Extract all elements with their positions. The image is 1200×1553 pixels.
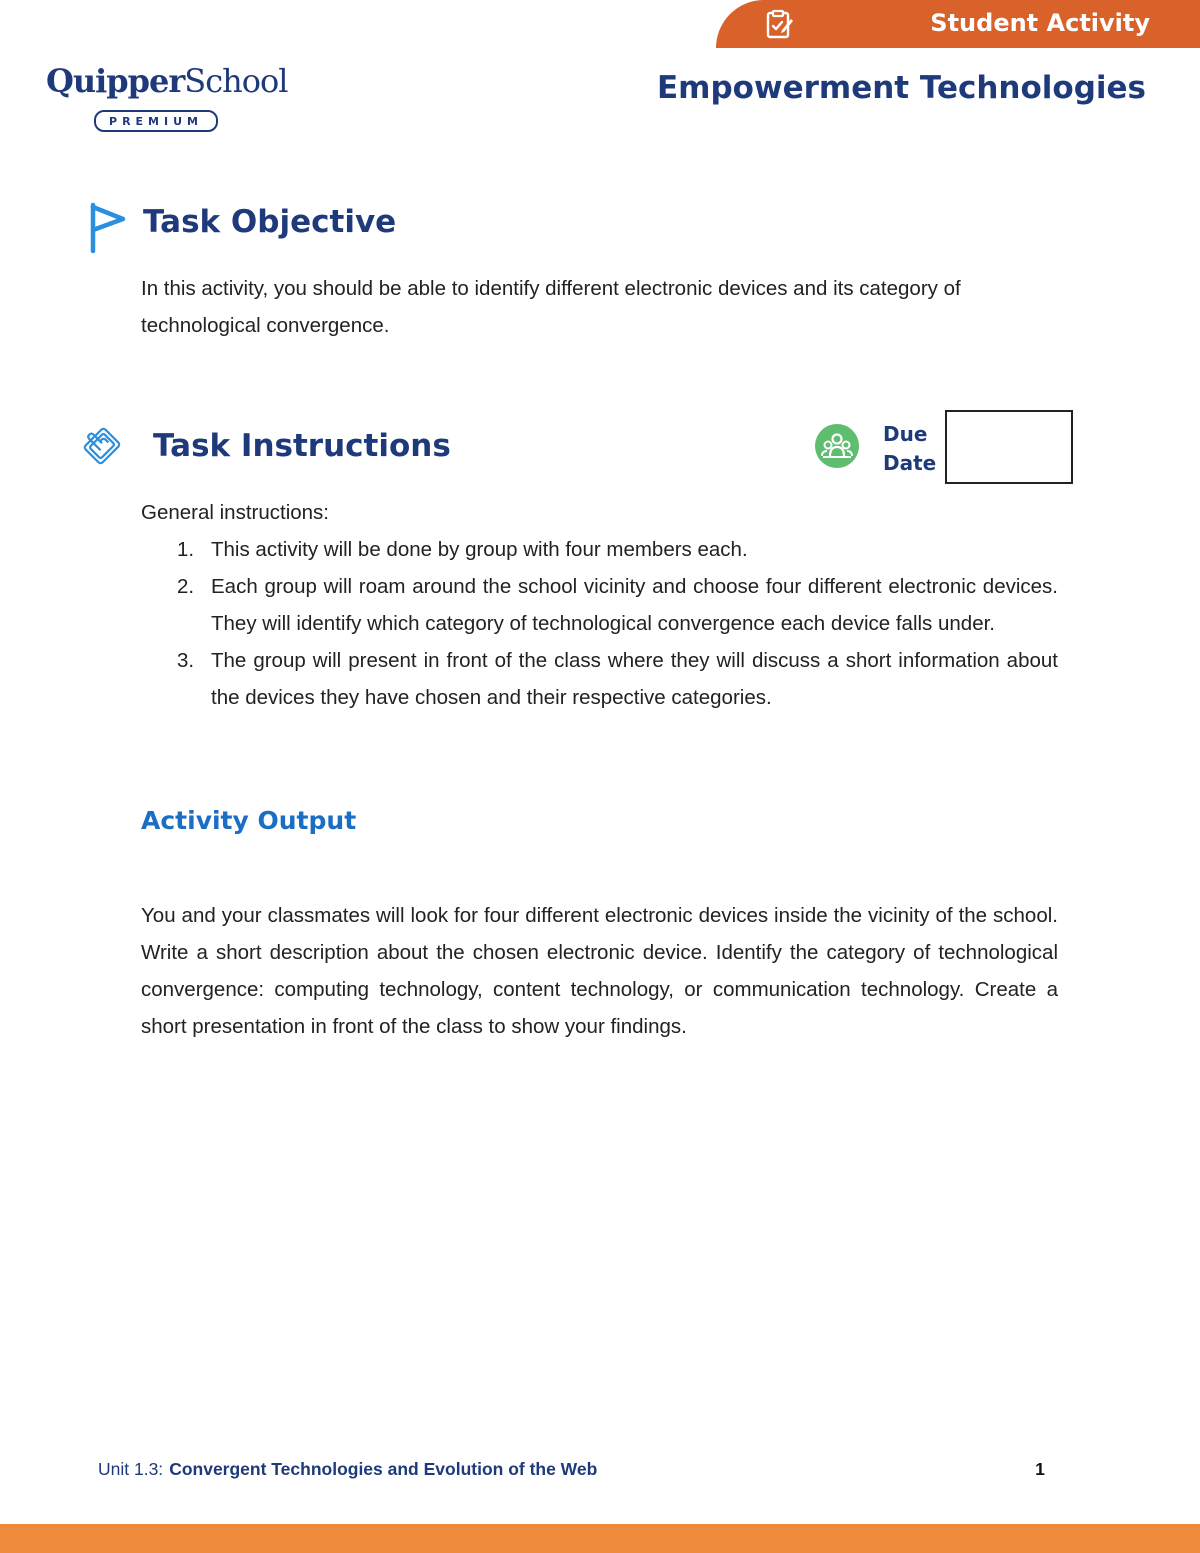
- list-item-number: 3.: [177, 649, 195, 672]
- list-item-text: This activity will be done by group with four members each.: [211, 538, 748, 561]
- page-number: 1: [1035, 1459, 1045, 1479]
- list-item-text: The group will present in front of the class where they will discuss a short information about the devices they have chosen and their respective categories.: [211, 649, 1058, 709]
- list-item-text: Each group will roam around the school vicinity and choose four different electronic devices. They will identify which category of technological convergence each device falls under.: [211, 575, 1058, 635]
- footer-unit-prefix: Unit 1.3:: [98, 1459, 164, 1479]
- list-item: [141, 642, 1058, 716]
- clipboard-check-icon: [764, 9, 796, 41]
- list-item-number: 1.: [177, 538, 195, 561]
- due-label-line2: Date: [883, 451, 937, 475]
- subject-title: Empowerment Technologies: [656, 70, 1146, 106]
- student-activity-label: Student Activity: [930, 9, 1150, 37]
- logo-wordmark: [46, 62, 287, 100]
- footer-unit: [98, 1459, 597, 1480]
- premium-label: PREMIUM: [109, 115, 203, 128]
- footer-bar: [0, 1524, 1200, 1553]
- list-item: [141, 531, 1058, 568]
- logo-brand-regular: School: [184, 62, 288, 100]
- group-icon: [815, 424, 859, 468]
- list-item: [141, 568, 1058, 642]
- task-objective-text: In this activity, you should be able to identify different electronic devices and its category of technological convergence.: [141, 277, 961, 337]
- premium-badge: [94, 110, 218, 132]
- flag-icon: [88, 202, 128, 254]
- hand-pointer-icon: [74, 418, 130, 474]
- general-instructions-label: General instructions:: [141, 501, 330, 524]
- due-label-line1: Due: [883, 422, 928, 446]
- activity-output-text: You and your classmates will look for four different electronic devices inside the vicinity of the school. Write a short description about the chosen electronic device. Identify the category of technological convergence: computing technology, content technology, or communication technology. Create a short presentation in front of the class to show your findings.: [141, 904, 1058, 1038]
- instructions-list: [141, 531, 1058, 716]
- task-instructions-heading: Task Instructions: [153, 428, 451, 464]
- footer-unit-title: Convergent Technologies and Evolution of the Web: [169, 1459, 598, 1479]
- quipper-school-logo: [46, 62, 288, 138]
- activity-output-heading: Activity Output: [141, 806, 357, 835]
- list-item-number: 2.: [177, 575, 195, 598]
- task-objective-heading: Task Objective: [143, 204, 397, 240]
- due-date-field[interactable]: [945, 410, 1073, 484]
- logo-brand-bold: Quipper: [46, 62, 185, 100]
- due-date-label: [883, 420, 943, 478]
